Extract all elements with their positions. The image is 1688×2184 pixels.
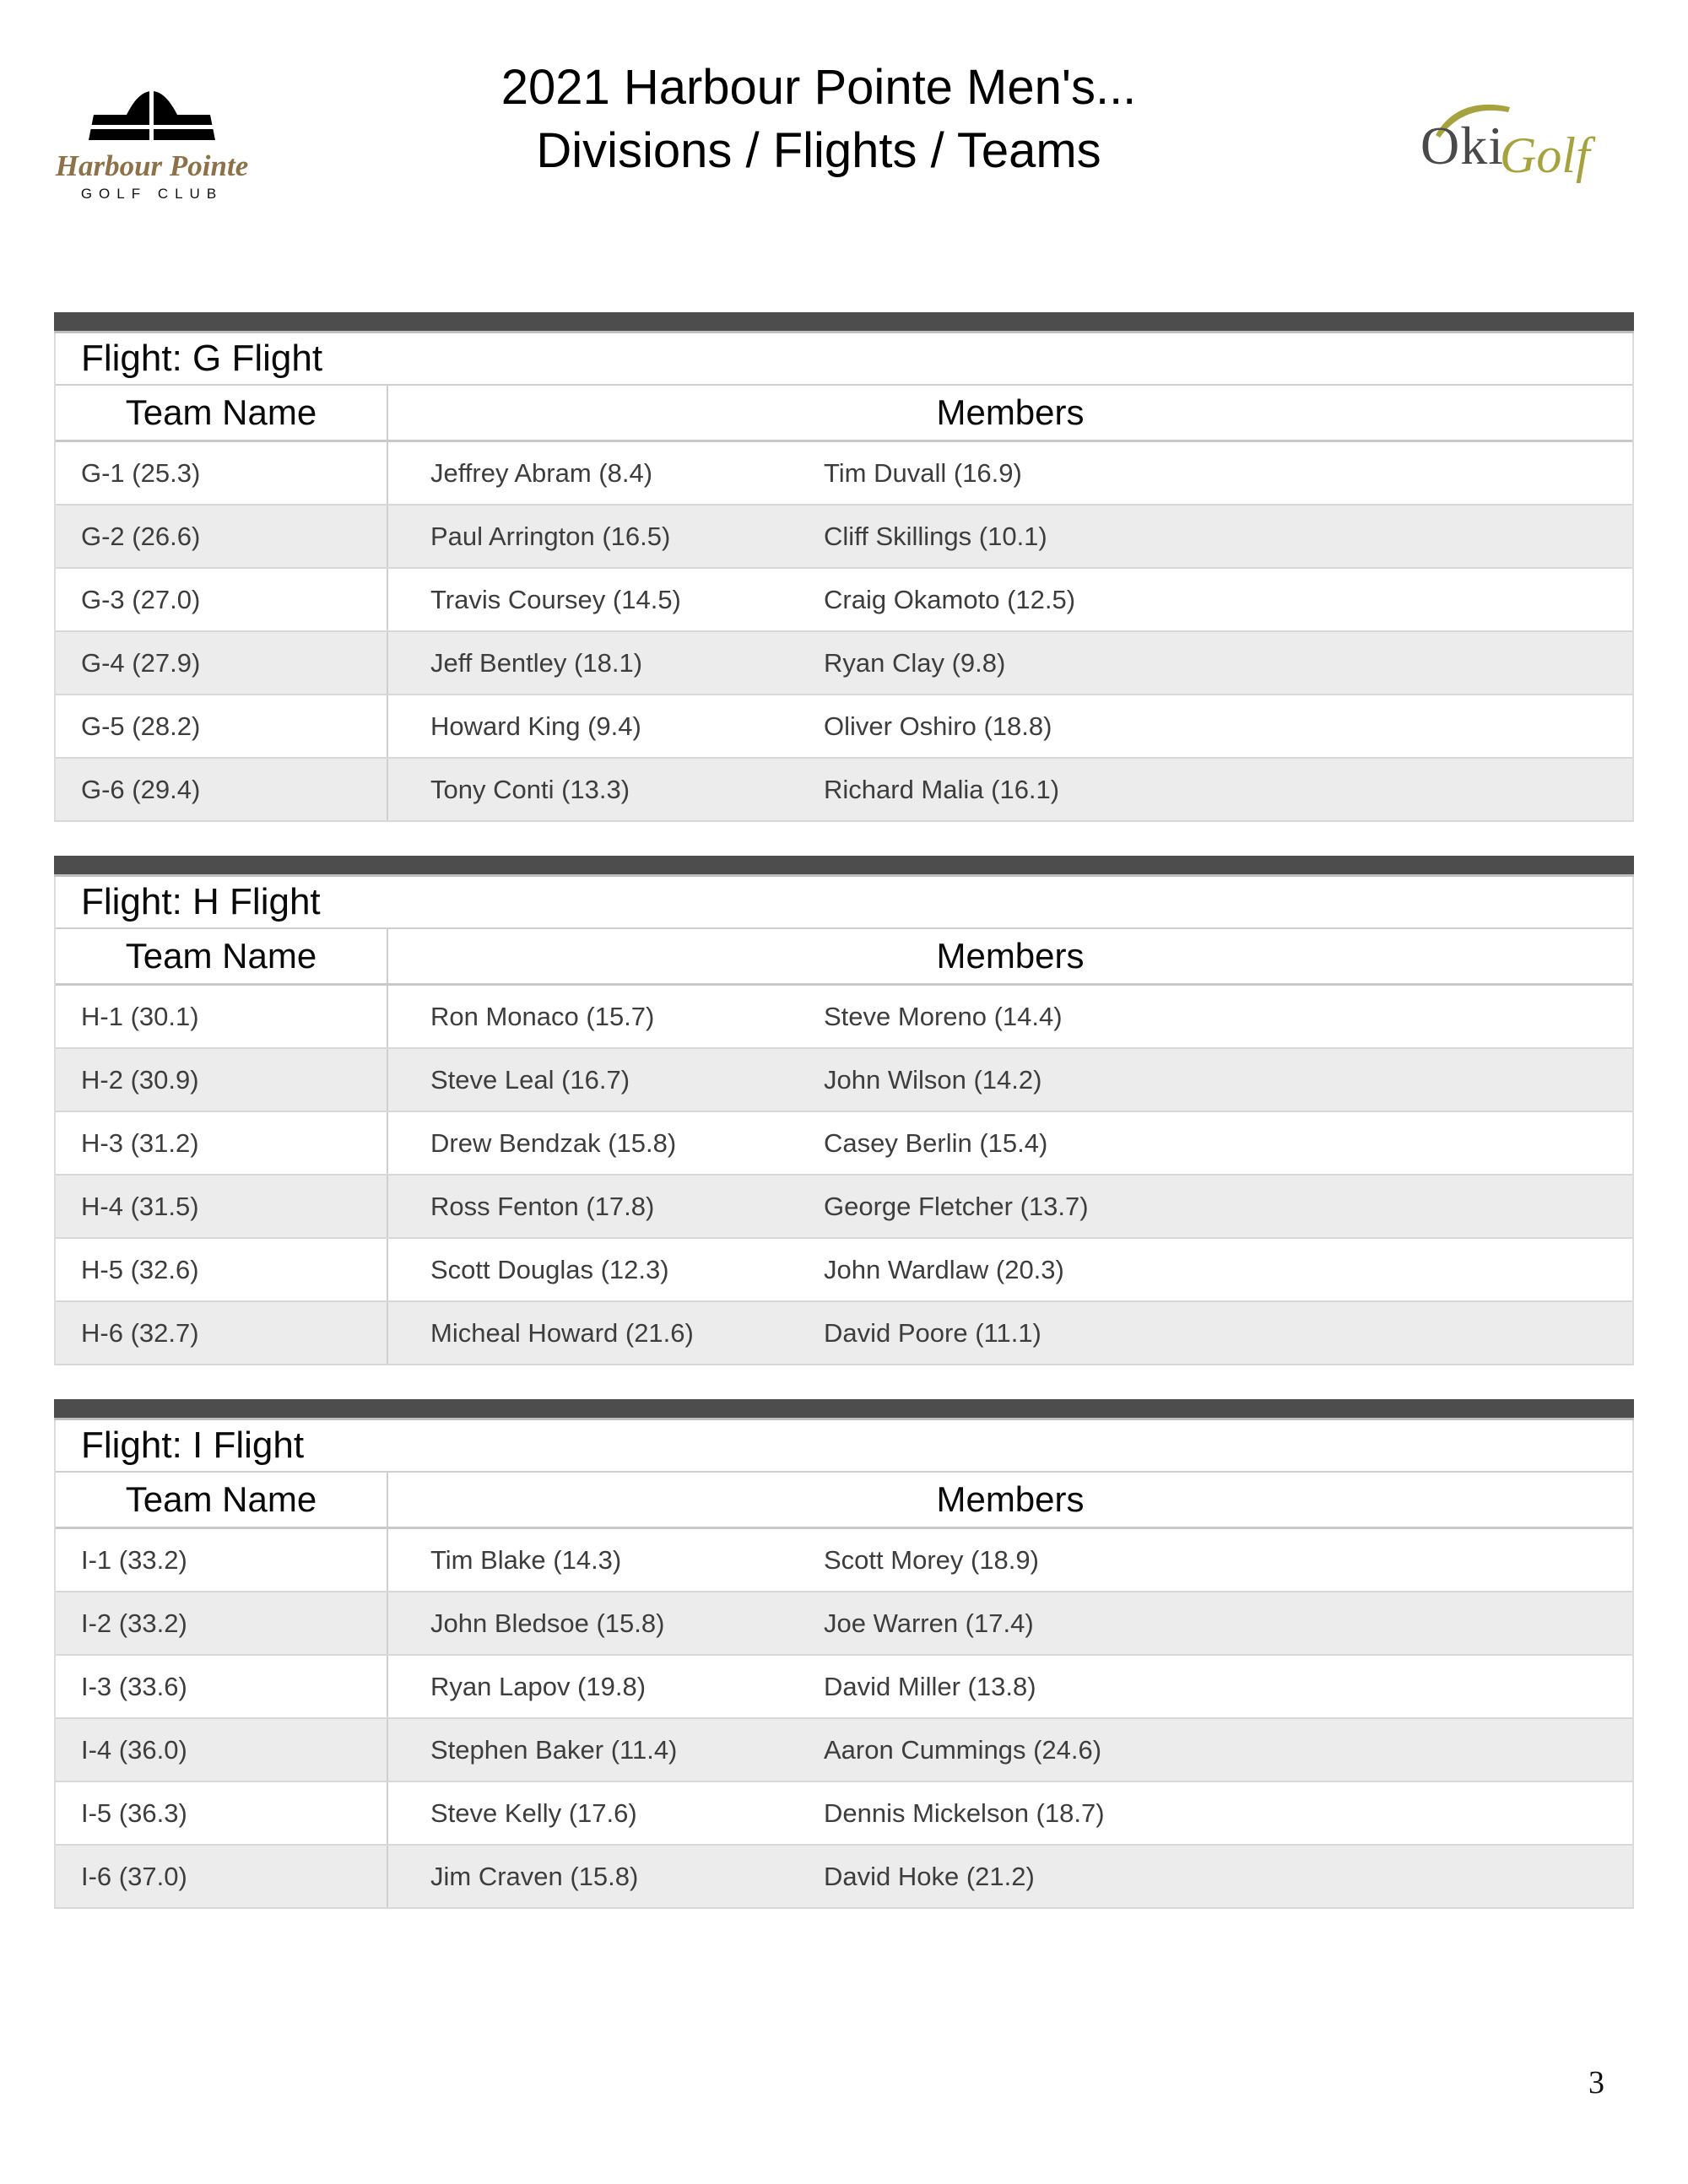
table-row (56, 986, 1632, 1049)
member-1: John Bledsoe (15.8) (430, 1608, 665, 1638)
team-name-cell: I-1 (33.2) (56, 1529, 388, 1591)
table-body (54, 1420, 1634, 1909)
team-name-cell: G-2 (26.6) (56, 505, 388, 567)
members-cell (388, 1239, 1632, 1300)
harbour-pointe-logo-script: Harbour Pointe (55, 149, 249, 182)
member-2: John Wilson (14.2) (824, 1064, 1042, 1095)
members-cell (388, 1049, 1632, 1111)
member-2: David Miller (13.8) (824, 1671, 1036, 1701)
table-row (56, 442, 1632, 505)
oki-golf-logo-graphic (1414, 89, 1608, 187)
members-cell (388, 1529, 1632, 1591)
table-row (56, 759, 1632, 822)
team-name-cell: G-5 (28.2) (56, 695, 388, 757)
member-1: Steve Kelly (17.6) (430, 1797, 637, 1828)
member-1: Jim Craven (15.8) (430, 1861, 639, 1891)
team-name-cell: I-5 (36.3) (56, 1782, 388, 1844)
table-row (56, 1176, 1632, 1239)
team-name-cell: H-5 (32.6) (56, 1239, 388, 1300)
members-cell (388, 632, 1632, 694)
members-cell (388, 505, 1632, 567)
table-top-bar (54, 1399, 1634, 1420)
column-header-members: Members (936, 936, 1085, 976)
member-1: Tony Conti (13.3) (430, 774, 630, 804)
column-header-members: Members (936, 1479, 1085, 1519)
report-header (0, 0, 1688, 203)
member-1: Ross Fenton (17.8) (430, 1191, 655, 1221)
members-cell (388, 1656, 1632, 1717)
members-cell (388, 986, 1632, 1047)
harbour-pointe-logo-subtitle: GOLF CLUB (80, 186, 224, 202)
member-2: George Fletcher (13.7) (824, 1191, 1089, 1221)
table-top-bar (54, 312, 1634, 333)
member-2: Craig Okamoto (12.5) (824, 584, 1076, 614)
team-name-cell: I-2 (33.2) (56, 1592, 388, 1654)
member-2: Tim Duvall (16.9) (824, 457, 1022, 488)
flight-title: Flight: I Flight (56, 1420, 1632, 1473)
table-row (56, 1239, 1632, 1302)
member-1: Ron Monaco (15.7) (430, 1001, 655, 1031)
members-cell (388, 1719, 1632, 1781)
team-name-cell: I-6 (37.0) (56, 1846, 388, 1907)
member-1: Steve Leal (16.7) (430, 1064, 630, 1095)
members-cell (388, 695, 1632, 757)
bridge-icon (89, 91, 215, 143)
flight-table (54, 856, 1634, 1365)
member-1: Jeff Bentley (18.1) (430, 647, 643, 678)
member-1: Micheal Howard (21.6) (430, 1317, 694, 1348)
flight-table (54, 1399, 1634, 1909)
team-name-cell: H-2 (30.9) (56, 1049, 388, 1111)
member-1: Howard King (9.4) (430, 711, 641, 741)
team-name-cell: I-4 (36.0) (56, 1719, 388, 1781)
member-1: Scott Douglas (12.3) (430, 1254, 669, 1284)
column-header-members: Members (936, 392, 1085, 432)
member-2: Scott Morey (18.9) (824, 1544, 1039, 1575)
table-row (56, 569, 1632, 632)
members-cell (388, 569, 1632, 630)
table-top-bar (54, 856, 1634, 877)
table-header-row (56, 1473, 1632, 1529)
table-row (56, 1112, 1632, 1176)
member-2: Joe Warren (17.4) (824, 1608, 1034, 1638)
member-2: Dennis Mickelson (18.7) (824, 1797, 1105, 1828)
flight-table (54, 312, 1634, 822)
team-name-cell: G-6 (29.4) (56, 759, 388, 820)
member-2: David Hoke (21.2) (824, 1861, 1035, 1891)
members-cell (388, 1302, 1632, 1364)
oki-logo-text: Oki (1420, 116, 1504, 176)
member-2: David Poore (11.1) (824, 1317, 1041, 1348)
table-body (54, 333, 1634, 822)
team-name-cell: H-6 (32.7) (56, 1302, 388, 1364)
column-header-team-name: Team Name (56, 386, 388, 440)
team-name-cell: G-1 (25.3) (56, 442, 388, 504)
table-rows (56, 1529, 1632, 1909)
table-row (56, 1656, 1632, 1719)
member-2: Casey Berlin (15.4) (824, 1127, 1048, 1158)
table-row (56, 1529, 1632, 1592)
flight-tables (54, 312, 1634, 1943)
member-1: Jeffrey Abram (8.4) (430, 457, 653, 488)
member-1: Ryan Lapov (19.8) (430, 1671, 647, 1701)
oki-golf-logo (1380, 49, 1642, 187)
member-2: Ryan Clay (9.8) (824, 647, 1006, 678)
member-1: Tim Blake (14.3) (430, 1544, 622, 1575)
members-cell (388, 759, 1632, 820)
table-row (56, 505, 1632, 569)
member-2: Aaron Cummings (24.6) (824, 1734, 1102, 1765)
team-name-cell: H-1 (30.1) (56, 986, 388, 1047)
member-2: Steve Moreno (14.4) (824, 1001, 1063, 1031)
team-name-cell: G-3 (27.0) (56, 569, 388, 630)
flight-title: Flight: H Flight (56, 877, 1632, 929)
page-number: 3 (1588, 2065, 1604, 2100)
page-title-line1: 2021 Harbour Pointe Men's... (500, 60, 1137, 115)
member-1: Travis Coursey (14.5) (430, 584, 681, 614)
member-1: Drew Bendzak (15.8) (430, 1127, 677, 1158)
table-row (56, 695, 1632, 759)
members-cell (388, 1592, 1632, 1654)
member-1: Stephen Baker (11.4) (430, 1734, 678, 1765)
member-2: Cliff Skillings (10.1) (824, 521, 1047, 551)
golf-logo-text: Golf (1500, 127, 1590, 183)
team-name-cell: H-3 (31.2) (56, 1112, 388, 1174)
table-rows (56, 442, 1632, 822)
table-row (56, 1782, 1632, 1846)
table-row (56, 1302, 1632, 1365)
member-2: Richard Malia (16.1) (824, 774, 1060, 804)
member-2: John Wardlaw (20.3) (824, 1254, 1064, 1284)
table-row (56, 1049, 1632, 1112)
members-cell (388, 442, 1632, 504)
harbour-pointe-logo (46, 49, 257, 203)
members-cell (388, 1846, 1632, 1907)
team-name-cell: I-3 (33.6) (56, 1656, 388, 1717)
flight-title: Flight: G Flight (56, 333, 1632, 386)
team-name-cell: G-4 (27.9) (56, 632, 388, 694)
column-header-team-name: Team Name (56, 1473, 388, 1527)
team-name-cell: H-4 (31.5) (56, 1176, 388, 1237)
table-row (56, 1846, 1632, 1909)
table-row (56, 632, 1632, 695)
column-header-team-name: Team Name (56, 929, 388, 983)
members-cell (388, 1176, 1632, 1237)
table-row (56, 1592, 1632, 1656)
page-title (257, 49, 1380, 182)
table-rows (56, 986, 1632, 1365)
page-title-line2: Divisions / Flights / Teams (536, 123, 1101, 178)
table-row (56, 1719, 1632, 1782)
table-header-row (56, 929, 1632, 986)
member-1: Paul Arrington (16.5) (430, 521, 671, 551)
table-body (54, 877, 1634, 1365)
member-2: Oliver Oshiro (18.8) (824, 711, 1052, 741)
table-header-row (56, 386, 1632, 442)
members-cell (388, 1782, 1632, 1844)
members-cell (388, 1112, 1632, 1174)
